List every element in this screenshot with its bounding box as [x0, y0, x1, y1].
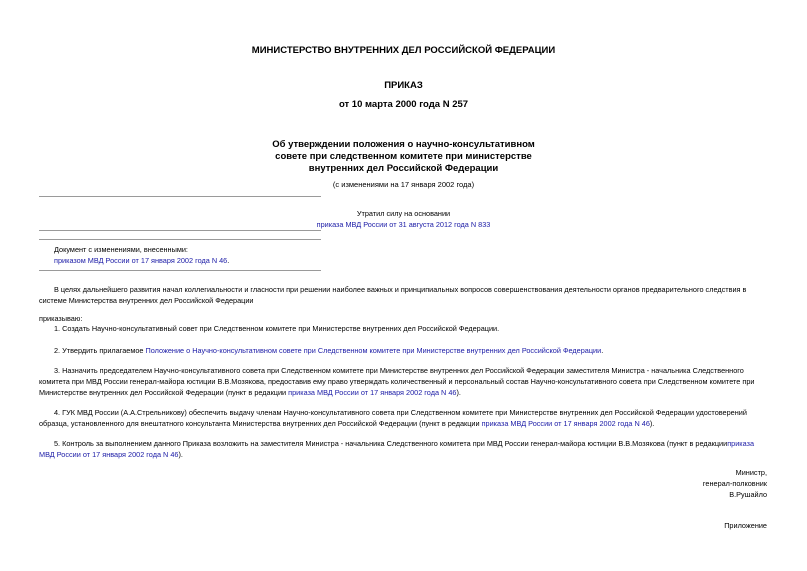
paragraph-4-link[interactable]: приказа МВД России от 17 января 2002 года N 46	[481, 419, 650, 428]
regulation-link[interactable]: Положение о Научно-консультативном совете при Следственном комитете при Министерстве внутренних дел Российской Федерации	[145, 346, 602, 355]
paragraph-5-suffix: ).	[178, 450, 183, 459]
paragraph-5-link[interactable]: приказа МВД России от 17 января 2002 года N 46	[39, 439, 755, 459]
order-word: приказываю:	[39, 314, 83, 323]
changes-note: (с изменениями на 17 января 2002 года)	[332, 180, 475, 189]
signature-block	[703, 467, 767, 500]
paragraph-5-text: 5. Контроль за выполнением данного Приказа возложить на заместителя Министра - начальника Следственного комитета при МВД России генерал-майора юстиции В.В.Мозякова (пункт в редакции	[54, 439, 728, 448]
repeal-link[interactable]: приказа МВД России от 31 августа 2012 года N 833	[316, 220, 491, 229]
title-line: внутренних дел Российской Федерации	[308, 163, 499, 174]
paragraph-1: 1. Создать Научно-консультативный совет при Следственном комитете при Министерстве внутренних дел Российской Федерации.	[54, 324, 500, 333]
paragraph-2-text: 2. Утвердить прилагаемое	[54, 346, 146, 355]
paragraph-3-text: 3. Назначить председателем Научно-консультативного совета при Следственном комитете при Министерстве внутренних дел Российской Федерации заместителя Министра - начальника Следственного комитета при МВД России генерал-майора юстиции В.В.Мозякова, предоставив ему право утверждать количественный и персональный состав Научно-консультативного совета при Следственном комитете при Министерстве внутренних дел Российской Федерации (пункт в редакции	[39, 366, 755, 397]
paragraph-3	[39, 365, 769, 398]
amendments-link[interactable]: приказом МВД России от 17 января 2002 года N 46	[54, 256, 228, 265]
repeal-text: Утратил силу на основании	[356, 209, 451, 218]
amendments-link-line	[54, 255, 229, 266]
signature-rank: генерал-полковник	[702, 479, 767, 488]
divider	[39, 196, 321, 197]
divider	[39, 270, 321, 271]
paragraph-4-text: 4. ГУК МВД России (А.А.Стрельникову) обеспечить выдачу членам Научно-консультативного совета при Следственном комитете при Министерстве внутренних дел Российской Федерации удостоверений образца, установленного для внештатного консультанта Министерства внутренних дел Российской Федерации (пункт в редакции	[39, 408, 747, 428]
paragraph-2-suffix: .	[601, 346, 604, 355]
paragraph-5	[39, 438, 769, 460]
order-date-number: от 10 марта 2000 года N 257	[338, 99, 469, 110]
paragraph-4	[39, 407, 769, 429]
document-title	[0, 139, 807, 175]
paragraph-4-suffix: ).	[649, 419, 655, 428]
divider	[39, 239, 321, 240]
divider	[39, 230, 321, 231]
signature-name: В.Рушайло	[729, 490, 767, 499]
repeal-link-line	[0, 219, 807, 230]
ministry-heading: МИНИСТЕРСТВО ВНУТРЕННИХ ДЕЛ РОССИЙСКОЙ ФЕДЕРАЦИИ	[251, 45, 556, 56]
amendments-suffix: .	[227, 256, 230, 265]
title-line: Об утверждении положения о научно-консультативном	[272, 139, 535, 150]
paragraph-3-suffix: ).	[456, 388, 461, 397]
signature-position: Министр,	[735, 468, 767, 477]
order-heading: ПРИКАЗ	[384, 80, 423, 91]
paragraph-2	[39, 345, 769, 356]
title-line: совете при следственном комитете при министерстве	[275, 151, 532, 162]
amendments-text: Документ с изменениями, внесенными:	[54, 245, 188, 254]
paragraph-3-link[interactable]: приказа МВД России от 17 января 2002 года N 46	[288, 388, 457, 397]
preamble-paragraph: В целях дальнейшего развития начал коллегиальности и гласности при решении наиболее важных и принципиальных вопросов совершенствования деятельности органов предварительного следствия в системе Министерства внутренних дел Российской Федерации	[39, 285, 747, 305]
appendix-label: Приложение	[724, 521, 767, 530]
